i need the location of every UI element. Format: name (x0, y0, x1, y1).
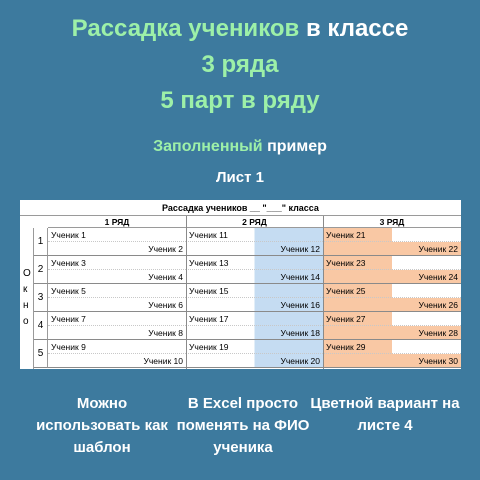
window-letter: О (23, 268, 31, 279)
student-seat: Ученик 26 (323, 298, 461, 312)
student-seat: Ученик 15 (186, 284, 323, 298)
student-seat: Ученик 14 (186, 270, 323, 284)
student-seat: Ученик 8 (48, 326, 186, 340)
window-letter: к (23, 284, 28, 295)
desk-number: 5 (34, 340, 48, 368)
student-seat: Ученик 11 (186, 228, 323, 242)
window-letter: н (23, 300, 29, 311)
student-seat: Ученик 27 (323, 312, 461, 326)
desk-number: 4 (34, 312, 48, 340)
student-seat: Ученик 16 (186, 298, 323, 312)
student-seat: Ученик 24 (323, 270, 461, 284)
student-seat: Ученик 23 (323, 256, 461, 270)
seating-table (20, 200, 461, 369)
title-part-green: Рассадка учеников (71, 15, 300, 42)
title-line-2: 3 ряда (201, 51, 279, 78)
student-seat: Ученик 3 (48, 256, 186, 270)
student-seat: Ученик 13 (186, 256, 323, 270)
student-seat: Ученик 29 (323, 340, 461, 354)
student-seat: Ученик 22 (323, 242, 461, 256)
student-seat: Ученик 20 (186, 354, 323, 368)
student-seat: Ученик 30 (323, 354, 461, 368)
row-header-1: 1 РЯД (48, 216, 186, 228)
student-seat: Ученик 28 (323, 326, 461, 340)
sheet-label: Лист 1 (216, 169, 264, 186)
subtitle-part-green: Заполненный (153, 138, 263, 155)
title-line-1 (0, 14, 480, 44)
student-seat: Ученик 18 (186, 326, 323, 340)
student-seat: Ученик 21 (323, 228, 461, 242)
table-title: Рассадка учеников __ "___" класса (20, 200, 461, 216)
student-seat: Ученик 10 (48, 354, 186, 368)
window-letter: о (23, 316, 29, 327)
title-line-3: 5 парт в ряду (160, 87, 320, 114)
student-seat: Ученик 2 (48, 242, 186, 256)
student-seat: Ученик 4 (48, 270, 186, 284)
student-seat: Ученик 9 (48, 340, 186, 354)
subtitle (0, 137, 480, 157)
desk-number: 2 (34, 256, 48, 284)
student-seat: Ученик 6 (48, 298, 186, 312)
student-seat: Ученик 12 (186, 242, 323, 256)
row-header-3: 3 РЯД (323, 216, 461, 228)
footer-note-excel: В Excel просто поменять на ФИО ученика (176, 395, 310, 456)
title-part-white: в классе (299, 15, 409, 42)
subtitle-part-white: пример (262, 138, 327, 155)
student-seat: Ученик 7 (48, 312, 186, 326)
student-seat: Ученик 5 (48, 284, 186, 298)
footer-note-template: Можно использовать как шаблон (36, 395, 168, 456)
footer-note-color: Цветной вариант на листе 4 (310, 395, 460, 434)
row-header-2: 2 РЯД (186, 216, 323, 228)
row-divider (186, 216, 187, 369)
student-seat: Ученик 1 (48, 228, 186, 242)
row-divider (323, 216, 324, 369)
student-seat: Ученик 19 (186, 340, 323, 354)
desk-number: 1 (34, 228, 48, 256)
student-seat: Ученик 25 (323, 284, 461, 298)
student-seat: Ученик 17 (186, 312, 323, 326)
desk-number: 3 (34, 284, 48, 312)
window-label (20, 228, 34, 369)
